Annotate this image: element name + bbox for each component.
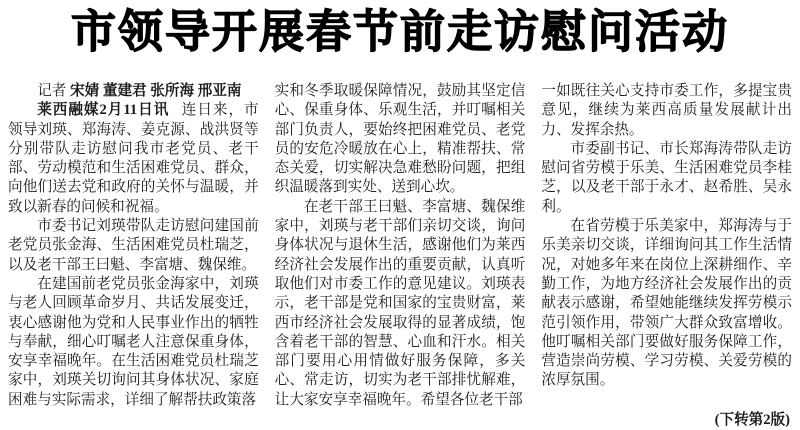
article-column bbox=[8, 82, 259, 412]
article-paragraph: 实和冬季取暖保障情况，鼓励其坚定信心、保重身体、乐观生活，并叮嘱相关部门负责人，要始终把困难党员、老党员的安危冷暖放在心上，精准帮扶、常态关爱，切实解决急难愁盼问题，把组织温暖落到实处、送到心坎。 bbox=[274, 83, 526, 196]
jump-note: (下转第2版) bbox=[714, 411, 791, 428]
article-paragraph bbox=[8, 101, 259, 217]
article-columns bbox=[0, 82, 800, 428]
article-byline bbox=[8, 82, 259, 101]
article-column bbox=[541, 82, 793, 428]
article-paragraph: 在老干部王曰魁、李富塘、魏保维家中，刘瑛与老干部们亲切交谈，询问身体状况与退休生活，感谢他们为莱西经济社会发展作出的重要贡献，认真听取他们对市委工作的意见建议。刘瑛表示，老干部是党和国家的宝贵财富，莱西市经济社会发展取得的显著成绩，饱含着老干部的智慧、心血和汗水。相关部门要用心用情做好服务保障，多关心、常走访，切实为老干部排忧解难，让大家安享幸福晚年。希望各位老干部 bbox=[274, 198, 526, 408]
article-paragraph: 一如既往关心支持市委工作，多提宝贵意见，继续为莱西高质量发展献计出力、发挥余热。 bbox=[541, 83, 793, 138]
article-paragraph: 市委书记刘瑛带队走访慰问建国前老党员张金海、生活困难党员杜瑞芝，以及老干部王曰魁、李富塘、魏保维。 bbox=[8, 218, 259, 273]
byline-reporters: 宋婧 董建君 张所海 邢亚南 bbox=[70, 83, 242, 99]
paragraph-text: 连日来，市领导刘瑛、郑海涛、姜克源、战洪贤等分别带队走访慰问我市老党员、老干部、劳动模范和生活困难党员、群众，向他们送去党和政府的关怀与温暖，并致以新春的问候和祝福。 bbox=[8, 102, 259, 215]
article-column bbox=[275, 82, 526, 412]
article-paragraph: 在建国前老党员张金海家中，刘瑛与老人回顾革命岁月、共话发展变迁，衷心感谢他为党和人民事业作出的牺牲与奉献，细心叮嘱老人注意保重身体，安享幸福晚年。在生活困难党员杜瑞芝家中，刘瑛关切询问其身体状况、家庭困难与实际需求，详细了解帮扶政策落 bbox=[8, 275, 259, 408]
byline-label: 记者 bbox=[37, 83, 71, 99]
article-paragraph: 市委副书记、市长郑海涛带队走访慰问省劳模于乐美、生活困难党员李桂芝，以及老干部于永才、赵希胜、吴永利。 bbox=[541, 140, 793, 215]
dateline: 莱西融媒2月11日讯 bbox=[37, 102, 170, 119]
article-headline: 市领导开展春节前走访慰问活动 bbox=[70, 7, 729, 57]
article-paragraph: 在省劳模于乐美家中，郑海涛与于乐美亲切交谈，详细询问其工作生活情况，对她多年来在岗位上深耕细作、辛勤工作，为地方经济社会发展作出的贡献表示感谢，希望她能继续发挥劳模示范引领作用，带领广大群众致富增收。他叮嘱相关部门要做好服务保障工作，营造崇尚劳模、学习劳模、关爱劳模的浓厚氛围。 bbox=[541, 218, 793, 389]
